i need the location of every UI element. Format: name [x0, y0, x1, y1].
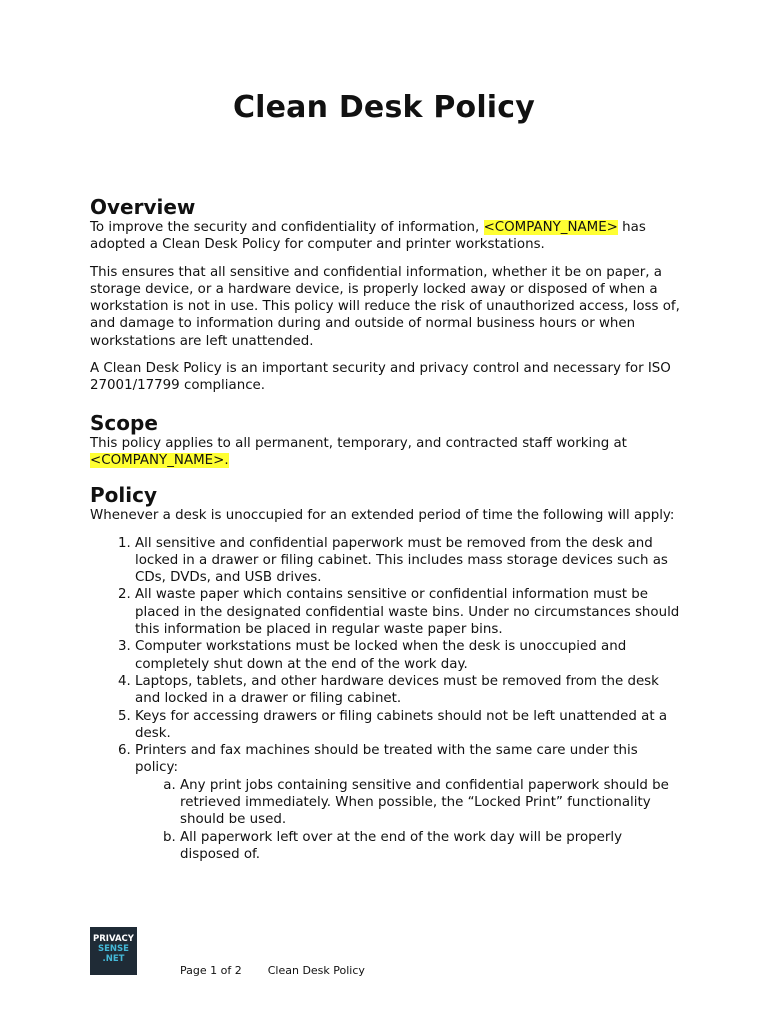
scope-section	[90, 411, 680, 470]
policy-item: 3. Computer workstations must be locked when the desk is unoccupied and completely shut down at the end of the work day.	[135, 638, 680, 673]
scope-heading: Scope	[90, 410, 158, 435]
policy-item: 5. Keys for accessing drawers or filing cabinets should not be left unattended at a desk.	[135, 708, 680, 743]
privacy-sense-logo	[90, 927, 137, 975]
scope-paragraph	[90, 435, 680, 470]
policy-sublist	[135, 777, 680, 863]
overview-p1-text: To improve the security and confidentiality of information,	[90, 220, 484, 235]
document-body	[90, 195, 680, 863]
page-footer	[90, 927, 690, 975]
logo-line-2: SENSE	[98, 944, 129, 954]
overview-heading: Overview	[90, 195, 196, 219]
overview-paragraph-3: A Clean Desk Policy is an important security and privacy control and necessary for ISO 27001/17799 compliance.	[90, 361, 671, 394]
policy-intro: Whenever a desk is unoccupied for an extended period of time the following will apply:	[90, 508, 675, 524]
policy-section	[90, 483, 680, 863]
policy-item-printers	[135, 742, 680, 863]
company-name-placeholder: <COMPANY_NAME>.	[90, 452, 229, 468]
policy-item-text: Printers and fax machines should be treated with the same care under this policy:	[135, 743, 638, 776]
policy-list	[90, 535, 680, 864]
policy-item: 1. All sensitive and confidential paperwork must be removed from the desk and locked in a drawer or filing cabinet. This includes mass storage devices such as CDs, DVDs, and USB drives.	[135, 535, 680, 587]
overview-paragraph-2: This ensures that all sensitive and confidential information, whether it be on paper, a storage device, or a hardware device, is properly locked away or disposed of when a workstation is not in use. This policy will reduce the risk of unauthorized access, loss of, and damage to information during and outside of normal business hours or when workstations are left unattended.	[90, 264, 680, 349]
policy-subitem: a. Any print jobs containing sensitive and confidential paperwork should be retrieved immediately. When possible, the “Locked Print” functionality should be used.	[180, 777, 680, 829]
policy-item: 2. All waste paper which contains sensitive or confidential information must be placed in the designated confidential waste bins. Under no circumstances should this information be placed in regular waste paper bins.	[135, 586, 680, 638]
scope-text: This policy applies to all permanent, temporary, and contracted staff working at	[90, 435, 627, 451]
company-name-placeholder: <COMPANY_NAME>	[483, 220, 618, 235]
logo-line-3: .NET	[102, 954, 125, 964]
page-number: Page 1 of 2	[180, 964, 242, 977]
logo-line-1: PRIVACY	[93, 934, 134, 944]
policy-subitem: b. All paperwork left over at the end of the work day will be properly disposed of.	[180, 829, 680, 864]
policy-item: 4. Laptops, tablets, and other hardware devices must be removed from the desk and locked in a drawer or filing cabinet.	[135, 673, 680, 708]
footer-doc-name: Clean Desk Policy	[267, 964, 365, 977]
overview-paragraph-1	[90, 219, 680, 254]
overview-section	[90, 195, 680, 395]
footer-text	[180, 964, 365, 977]
overview-p1-text-end: has adopted a Clean Desk Policy for computer and printer workstations.	[90, 220, 646, 253]
policy-heading: Policy	[90, 483, 158, 508]
document-title: Clean Desk Policy	[232, 90, 536, 125]
